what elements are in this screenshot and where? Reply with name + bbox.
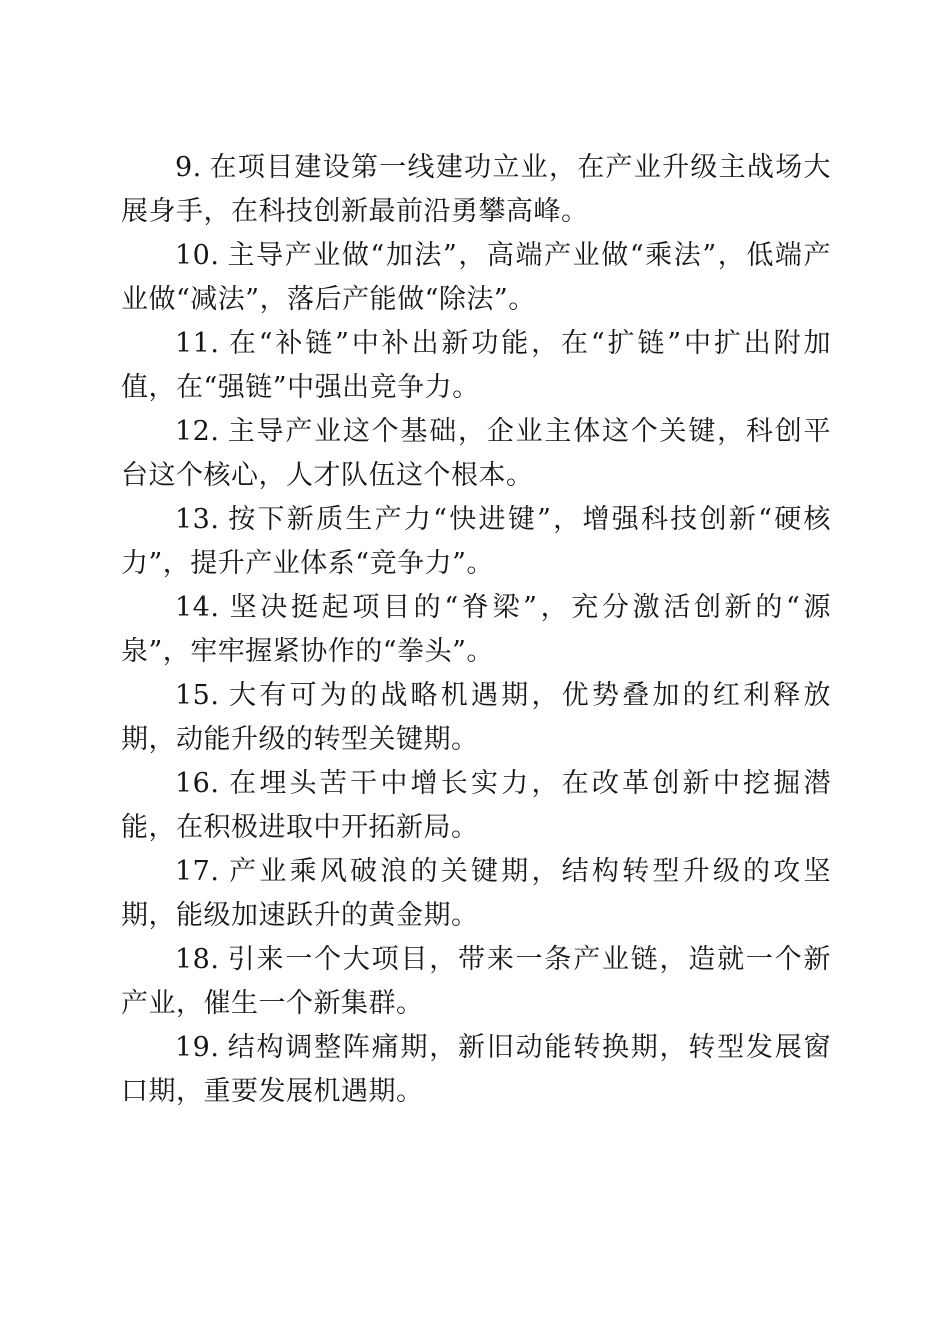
paragraph-item-15 [121, 674, 831, 762]
paragraph-item-18 [121, 938, 831, 1026]
item-text: 在埋头苦干中增长实力，在改革创新中挖掘潜能，在积极进取中开拓新局。 [121, 768, 831, 843]
item-number: 11. [175, 328, 220, 359]
item-number: 16. [175, 768, 220, 799]
item-number: 12. [175, 416, 220, 447]
paragraph-item-13 [121, 498, 831, 586]
item-number: 14. [175, 592, 220, 623]
item-text: 大有可为的战略机遇期，优势叠加的红利释放期，动能升级的转型关键期。 [121, 680, 831, 755]
item-text: 引来一个大项目，带来一条产业链，造就一个新产业，催生一个新集群。 [121, 944, 831, 1019]
item-text: 坚决挺起项目的“脊梁”，充分激活创新的“源泉”，牢牢握紧协作的“拳头”。 [121, 592, 831, 667]
paragraph-item-17 [121, 850, 831, 938]
item-number: 10. [175, 240, 220, 271]
paragraph-item-9 [121, 146, 831, 234]
paragraph-item-19 [121, 1026, 831, 1114]
item-number: 9. [175, 152, 202, 183]
paragraph-item-14 [121, 586, 831, 674]
item-text: 主导产业做“加法”，高端产业做“乘法”，低端产业做“减法”，落后产能做“除法”。 [121, 240, 831, 315]
item-text: 按下新质生产力“快进键”，增强科技创新“硬核力”，提升产业体系“竞争力”。 [121, 504, 831, 579]
item-number: 18. [175, 944, 220, 975]
paragraph-item-11 [121, 322, 831, 410]
paragraph-item-16 [121, 762, 831, 850]
item-text: 主导产业这个基础，企业主体这个关键，科创平台这个核心，人才队伍这个根本。 [121, 416, 831, 491]
item-number: 13. [175, 504, 220, 535]
document-body [121, 146, 831, 1114]
item-text: 在项目建设第一线建功立业，在产业升级主战场大展身手，在科技创新最前沿勇攀高峰。 [121, 152, 831, 227]
item-text: 产业乘风破浪的关键期，结构转型升级的攻坚期，能级加速跃升的黄金期。 [121, 856, 831, 931]
item-number: 19. [175, 1032, 220, 1063]
item-number: 15. [175, 680, 220, 711]
item-text: 结构调整阵痛期，新旧动能转换期，转型发展窗口期，重要发展机遇期。 [121, 1032, 831, 1107]
item-number: 17. [175, 856, 220, 887]
paragraph-item-10 [121, 234, 831, 322]
paragraph-item-12 [121, 410, 831, 498]
item-text: 在“补链”中补出新功能，在“扩链”中扩出附加值，在“强链”中强出竞争力。 [121, 328, 831, 403]
